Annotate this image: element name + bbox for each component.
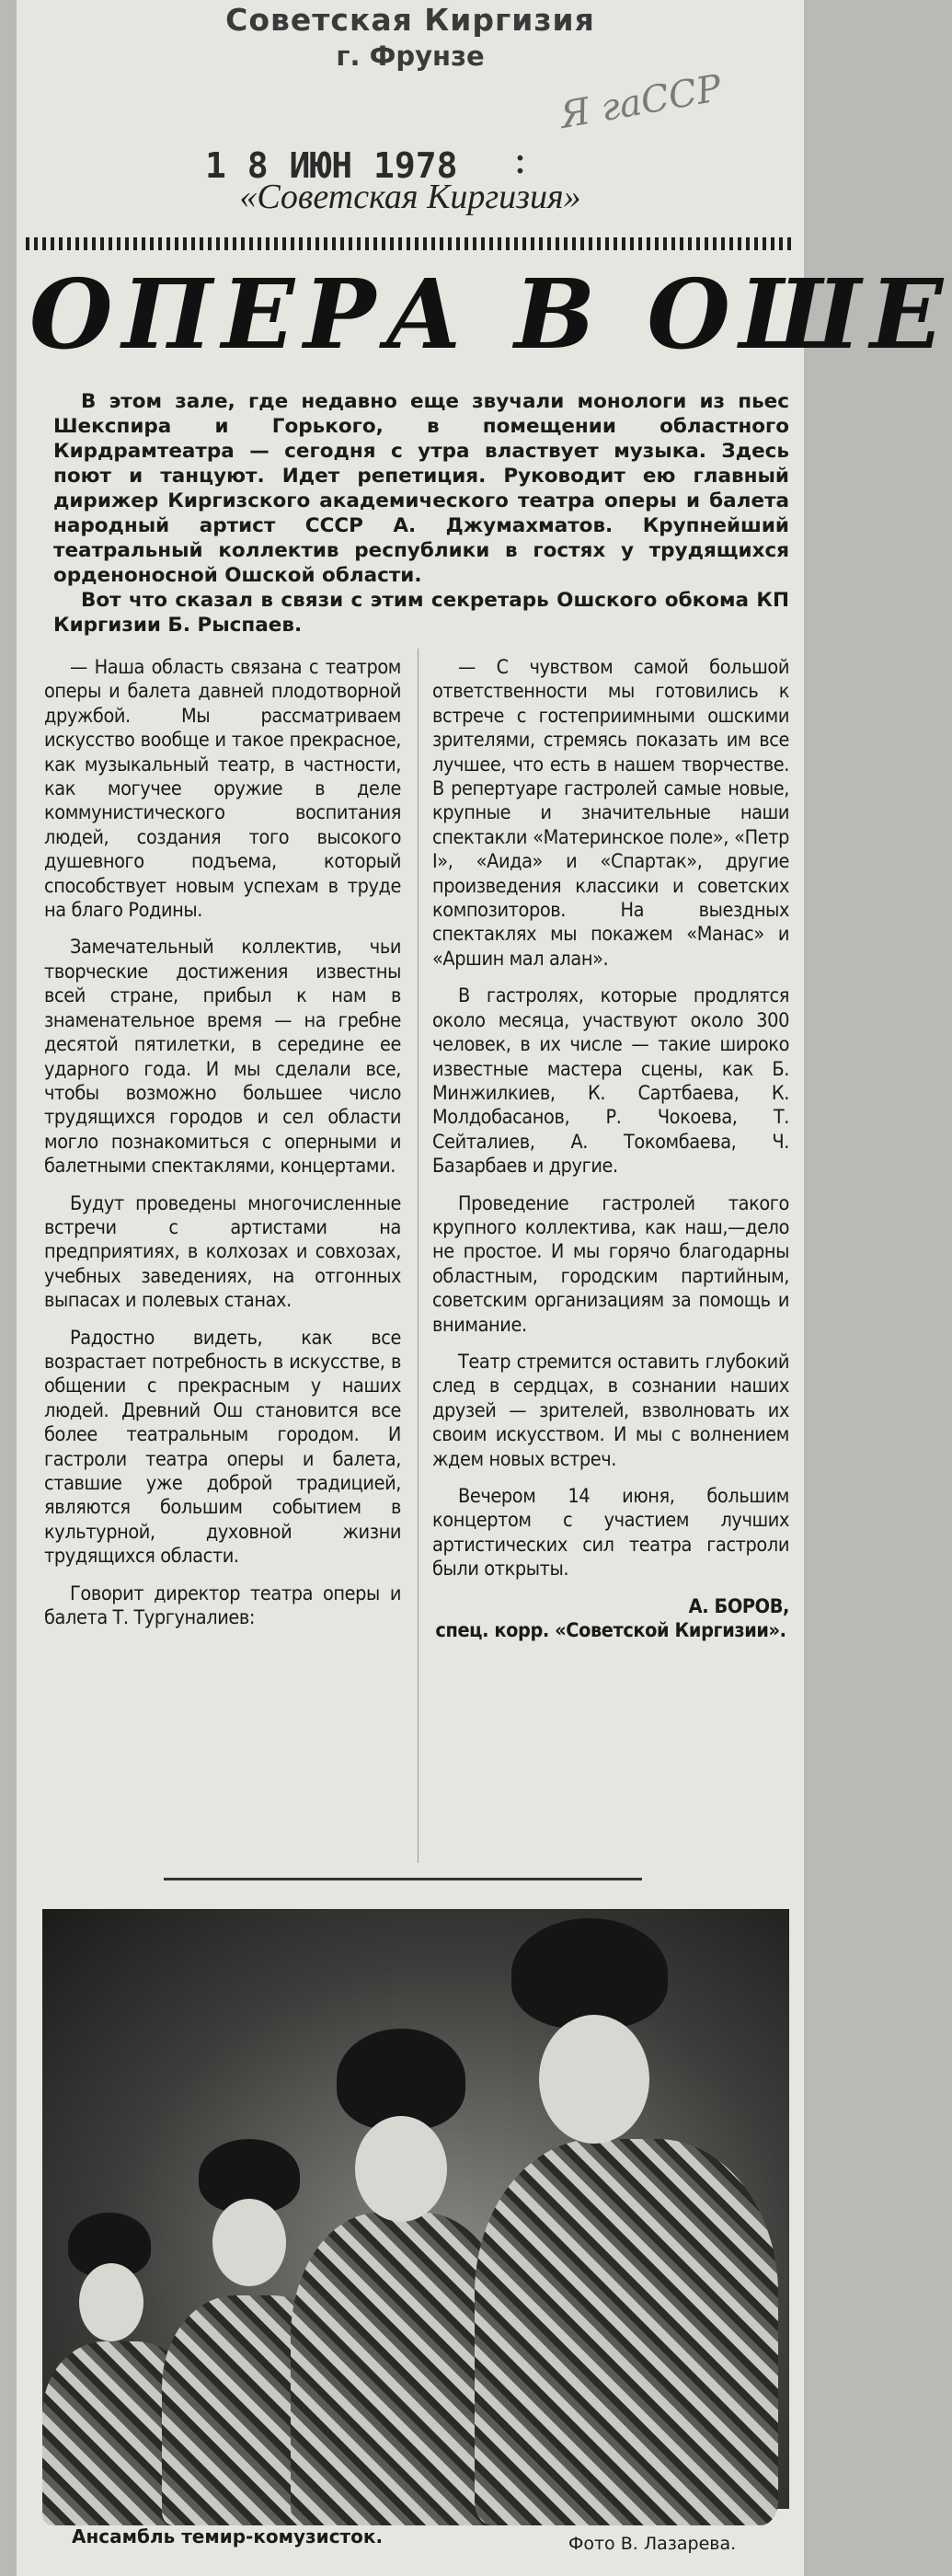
paragraph: Вечером 14 июня, большим концертом с участием лучших артистических сил театра гастроли были открыты. bbox=[432, 1485, 789, 1581]
right-column bbox=[432, 656, 789, 1656]
photo-caption: Ансамбль темир-комузисток. bbox=[72, 2525, 384, 2547]
lead-text: В этом зале, где недавно еще звучали монологи из пьес Шекспира и Горького, в помещении областного Кирдрамтеатра — сегодня с утра властвует музыка. Здесь поют и танцуют. Идет репетиция. Руководит ею главный дирижер Киргизского академического театра оперы и балета народный артист СССР А. Джумахматов. Крупнейший театральный коллектив республики в гостях у трудящихся орденоносной Ошской области. bbox=[53, 390, 789, 587]
performer-face bbox=[355, 2116, 447, 2222]
author-signature: А. БОРОВ, bbox=[688, 1594, 789, 1618]
performer-face bbox=[212, 2199, 286, 2286]
paragraph: Радостно видеть, как все возрастает потребность в искусстве, в общении с прекрасным у наших людей. Древний Ош становится все более театральным городом. И гастроли театра оперы и балета, ставшие уже доброй традицией, являются большим событием в культурной, духовной жизни трудящихся области. bbox=[44, 1326, 401, 1569]
source-newspaper: «Советская Киргизия» bbox=[239, 178, 581, 216]
paragraph: Будут проведены многочисленные встречи с артистами на предприятиях, в колхозах и совхозах, учебных заведениях, на отгонных выпасах и полевых станах. bbox=[44, 1191, 401, 1313]
performer-face bbox=[539, 2015, 649, 2144]
performer-face bbox=[79, 2263, 143, 2341]
performer-hat bbox=[337, 2029, 465, 2130]
paragraph: Говорит директор театра оперы и балета Т. Тургуналиев: bbox=[44, 1581, 401, 1630]
left-column bbox=[44, 656, 401, 1643]
ensemble-photo bbox=[42, 1909, 789, 2509]
author-role: спец. корр. «Советской Киргизии». bbox=[435, 1619, 786, 1643]
performer-figure bbox=[475, 2139, 778, 2525]
photo-credit: Фото В. Лазарева. bbox=[568, 2534, 737, 2554]
headline-hatch-rule bbox=[26, 237, 795, 250]
archive-stamp-paper: Советская Киргизия bbox=[225, 2, 595, 38]
stamp-mark: : bbox=[513, 136, 527, 183]
paragraph: Проведение гастролей такого крупного коллектива, как наш,—дело не простое. И мы горячо благодарны областным, городским партийным, советским организациям за помощь и внимание. bbox=[432, 1191, 789, 1337]
headline: ОПЕРА В ОШЕ bbox=[29, 258, 952, 371]
paragraph: Театр стремится оставить глубокий след в сердцах, в сознании наших друзей — зрителей, взволновать их своим искусством. И мы с волнением ждем новых встреч. bbox=[432, 1350, 789, 1471]
archive-stamp-date: 1 8 ИЮН 1978 bbox=[205, 145, 458, 186]
paragraph: — С чувством самой большой ответственности мы готовились к встрече с гостеприимными ошскими зрителями, стремясь показать им все лучшее, что есть в нашем творчестве. В репертуаре гастролей самые новые, крупные и значительные наши спектакли «Материнское поле», «Петр I», «Аида» и «Спартак», другие произведения классики и советских композиторов. На выездных спектаклях мы покажем «Манас» и «Аршин мал алан». bbox=[432, 656, 789, 971]
paragraph: Замечательный коллектив, чьи творческие достижения известны всей стране, прибыл к нам в знаменательное время — на гребне десятой пятилетки, в середине ее ударного года. И мы сделали все, чтобы возможно большее число трудящихся городов и сел области могло познакомиться с оперными и балетными спектаклями, концертами. bbox=[44, 936, 401, 1179]
archive-stamp-city: г. Фрунзе bbox=[336, 40, 485, 72]
performer-hat bbox=[511, 1918, 668, 2029]
handwritten-note: Я гаССР bbox=[556, 66, 725, 138]
column-divider bbox=[418, 649, 419, 1863]
newspaper-clipping bbox=[17, 0, 952, 2576]
section-rule bbox=[164, 1878, 642, 1880]
paragraph: В гастролях, которые продлятся около месяца, участвуют около 300 человек, в их числе — такие широко известные мастера сцены, как Б. Минжилкиев, К. Сартбаева, К. Молдобасанов, Р. Чокоева, Т. Сейталиев, А. Токомбаева, Ч. Базарбаев и другие. bbox=[432, 984, 789, 1179]
lead-paragraph bbox=[53, 389, 789, 638]
lead-text: Вот что сказал в связи с этим секретарь Ошского обкома КП Киргизии Б. Рыспаев. bbox=[53, 589, 789, 637]
paragraph: — Наша область связана с театром оперы и балета давней плодотворной дружбой. Мы рассматриваем искусство вообще и такое прекрасное, как музыкальный театр, в частности, как могучее оружие в деле коммунистического воспитания людей, создания того высокого душевного подъема, который способствует новым успехам в труде на благо Родины. bbox=[44, 656, 401, 923]
